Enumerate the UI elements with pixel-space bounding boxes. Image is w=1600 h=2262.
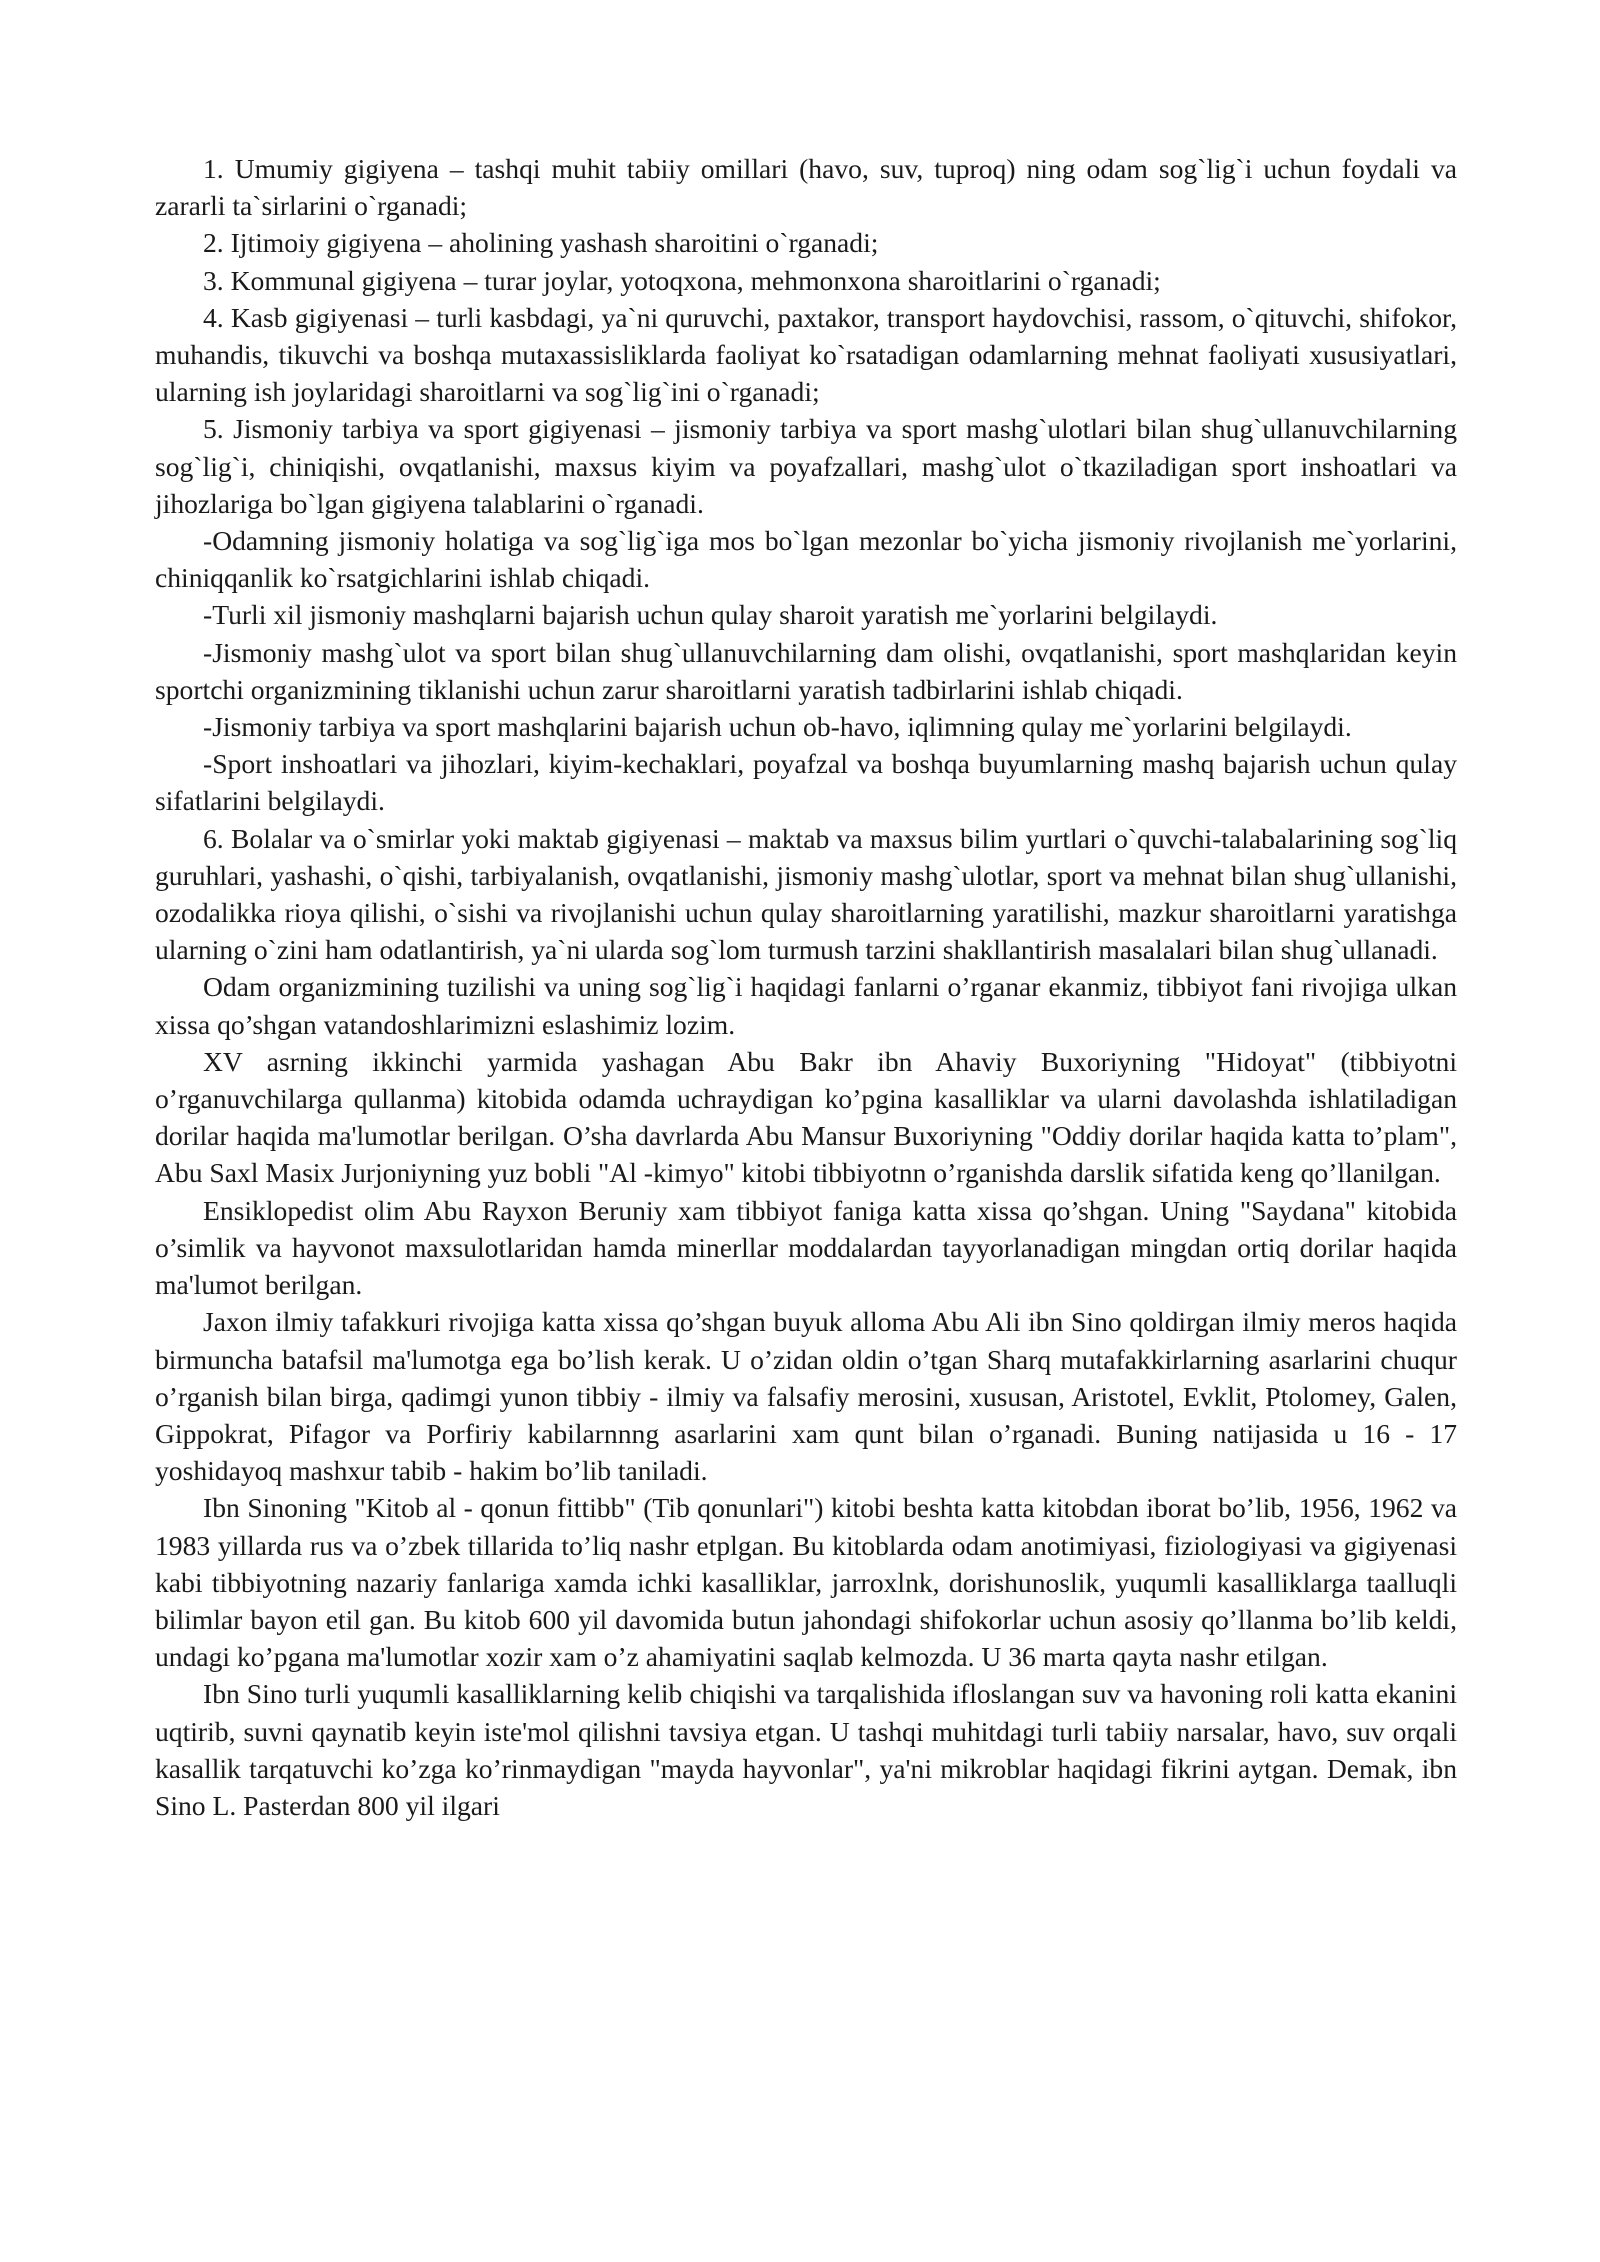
paragraph-occupational-hygiene: 4. Kasb gigiyenasi – turli kasbdagi, ya`ni quruvchi, paxtakor, transport haydovchisi, rassom, o`qituvchi, shifokor, muhandis, tikuvchi va boshqa mutaxassisliklarda faoliyat ko`rsatadigan odamlarning mehnat faoliyati xususiyatlari, ularning ish joylaridagi sharoitlarni va sog`lig`ini o`rganadi; bbox=[155, 301, 1457, 408]
document-body bbox=[155, 150, 1457, 1824]
paragraph-canon-of-medicine: Ibn Sinoning "Kitob al - qonun fittibb" (Tib qonunlari") kitobi beshta katta kitobdan iborat bo’lib, 1956, 1962 va 1983 yillarda rus va o’zbek tillarida to’liq nashr etplgan. Bu kitoblarda odam anotimiyasi, fiziologiyasi va gigiyenasi kabi tibbiyotning nazariy fanlariga xamda ichki kasalliklar, jarroxlnk, dorishunoslik, yuqumli kasalliklarga taalluqli bilimlar bayon etil gan. Bu kitob 600 yil davomida butun jahondagi shifokorlar uchun asosiy qo’llanma bo’lib keldi, undagi ko’pgana ma'lumotlar xozir xam o’z ahamiyatini saqlab kelmozda. U 36 marta qayta nashr etilgan. bbox=[155, 1492, 1457, 1673]
paragraph-beruniy: Ensiklopedist olim Abu Rayxon Beruniy xam tibbiyot faniga katta xissa qo’shgan. Uning "Saydana" kitobida o’simlik va hayvonot maxsulotlaridan hamda minerllar moddalardan tayyorlanadigan mingdan ortiq dorilar haqida ma'lumot berilgan. bbox=[155, 1194, 1457, 1301]
paragraph-sport-point-4: -Jismoniy tarbiya va sport mashqlarini bajarish uchun ob-havo, iqlimning qulay me`yorlarini belgilaydi. bbox=[203, 711, 1352, 743]
paragraph-school-hygiene: 6. Bolalar va o`smirlar yoki maktab gigiyenasi – maktab va maxsus bilim yurtlari o`quvchi-talabalarining sog`liq guruhlari, yashashi, o`qishi, tarbiyalanish, ovqatlanishi, jismoniy mashg`ulotlar, sport va mehnat bilan shug`ullanishi, ozodalikka rioya qilishi, o`sishi va rivojlanishi uchun qulay sharoitlarning yaratilishi, mazkur sharoitlarni yaratishga ularning o`zini ham odatlantirish, ya`ni ularda sog`lom turmush tarzini shakllantirish masalalari bilan shug`ullanadi. bbox=[155, 822, 1457, 966]
paragraph-social-hygiene: 2. Ijtimoiy gigiyena – aholining yashash sharoitini o`rganadi; bbox=[203, 227, 879, 259]
paragraph-general-hygiene: 1. Umumiy gigiyena – tashqi muhit tabiiy omillari (havo, suv, tuproq) ning odam sog`lig`i uchun foydali va zararli ta`sirlarini o`rganadi; bbox=[155, 153, 1457, 222]
paragraph-communal-hygiene: 3. Kommunal gigiyena – turar joylar, yotoqxona, mehmonxona sharoitlarini o`rganadi; bbox=[203, 264, 1161, 296]
paragraph-hidoyat: XV asrning ikkinchi yarmida yashagan Abu Bakr ibn Ahaviy Buxoriyning "Hidoyat" (tibbiyotni o’rganuvchilarga qullanma) kitobida odamda uchraydigan ko’pgina kasalliklar va ularni davolashda ishlatiladigan dorilar haqida ma'lumotlar berilgan. O’sha davrlarda Abu Mansur Buxoriyning "Oddiy dorilar haqida katta to’plam", Abu Saxl Masix Jurjoniyning yuz bobli "Al -kimyo" kitobi tibbiyotnn o’rganishda darslik sifatida keng qo’llanilgan. bbox=[155, 1045, 1457, 1189]
paragraph-sport-point-3: -Jismoniy mashg`ulot va sport bilan shug`ullanuvchilarning dam olishi, ovqatlanishi, sport mashqlaridan keyin sportchi organizmining tiklanishi uchun zarur sharoitlarni yaratish tadbirlarini ishlab chiqadi. bbox=[155, 636, 1457, 705]
paragraph-infectious-diseases: Ibn Sino turli yuqumli kasalliklarning kelib chiqishi va tarqalishida ifloslangan suv va havoning roli katta ekanini uqtirib, suvni qaynatib keyin iste'mol qilishni tavsiya etgan. U tashqi muhitdagi turli tabiiy narsalar, havo, suv orqali kasallik tarqatuvchi ko’zga ko’rinmaydigan "mayda hayvonlar", ya'ni mikroblar haqidagi fikrini aytgan. Demak, ibn Sino L. Pasterdan 800 yil ilgari bbox=[155, 1678, 1457, 1821]
paragraph-compatriots-intro: Odam organizmining tuzilishi va uning sog`lig`i haqidagi fanlarni o’rganar ekanmiz, tibbiyot fani rivojiga ulkan xissa qo’shgan vatandoshlarimizni eslashimiz lozim. bbox=[155, 971, 1457, 1040]
paragraph-sport-point-2: -Turli xil jismoniy mashqlarni bajarish uchun qulay sharoit yaratish me`yorlarini belgilaydi. bbox=[203, 599, 1218, 631]
paragraph-sport-hygiene: 5. Jismoniy tarbiya va sport gigiyenasi – jismoniy tarbiya va sport mashg`ulotlari bilan shug`ullanuvchilarning sog`lig`i, chiniqishi, ovqatlanishi, maxsus kiyim va poyafzallari, mashg`ulot o`tkaziladigan sport inshoatlari va jihozlariga bo`lgan gigiyena talablarini o`rganadi. bbox=[155, 413, 1457, 519]
paragraph-sport-point-5: -Sport inshoatlari va jihozlari, kiyim-kechaklari, poyafzal va boshqa buyumlarning mashq bajarish uchun qulay sifatlarini belgilaydi. bbox=[155, 748, 1457, 817]
paragraph-sport-point-1: -Odamning jismoniy holatiga va sog`lig`iga mos bo`lgan mezonlar bo`yicha jismoniy rivojlanish me`yorlarini, chiniqqanlik ko`rsatgichlarini ishlab chiqadi. bbox=[155, 525, 1457, 594]
paragraph-ibn-sino-heritage: Jaxon ilmiy tafakkuri rivojiga katta xissa qo’shgan buyuk alloma Abu Ali ibn Sino qoldirgan ilmiy meros haqida birmuncha batafsil ma'lumotga ega bo’lish kerak. U o’zidan oldin o’tgan Sharq mutafakkirlarning asarlarini chuqur o’rganish bilan birga, qadimgi yunon tibbiy - ilmiy va falsafiy merosini, xususan, Aristotel, Evklit, Ptolomey, Galen, Gippokrat, Pifagor va Porfiriy kabilarnnng asarlarini xam qunt bilan o’rganadi. Buning natijasida u 16 - 17 yoshidayoq mashxur tabib - hakim bo’lib taniladi. bbox=[155, 1306, 1457, 1487]
